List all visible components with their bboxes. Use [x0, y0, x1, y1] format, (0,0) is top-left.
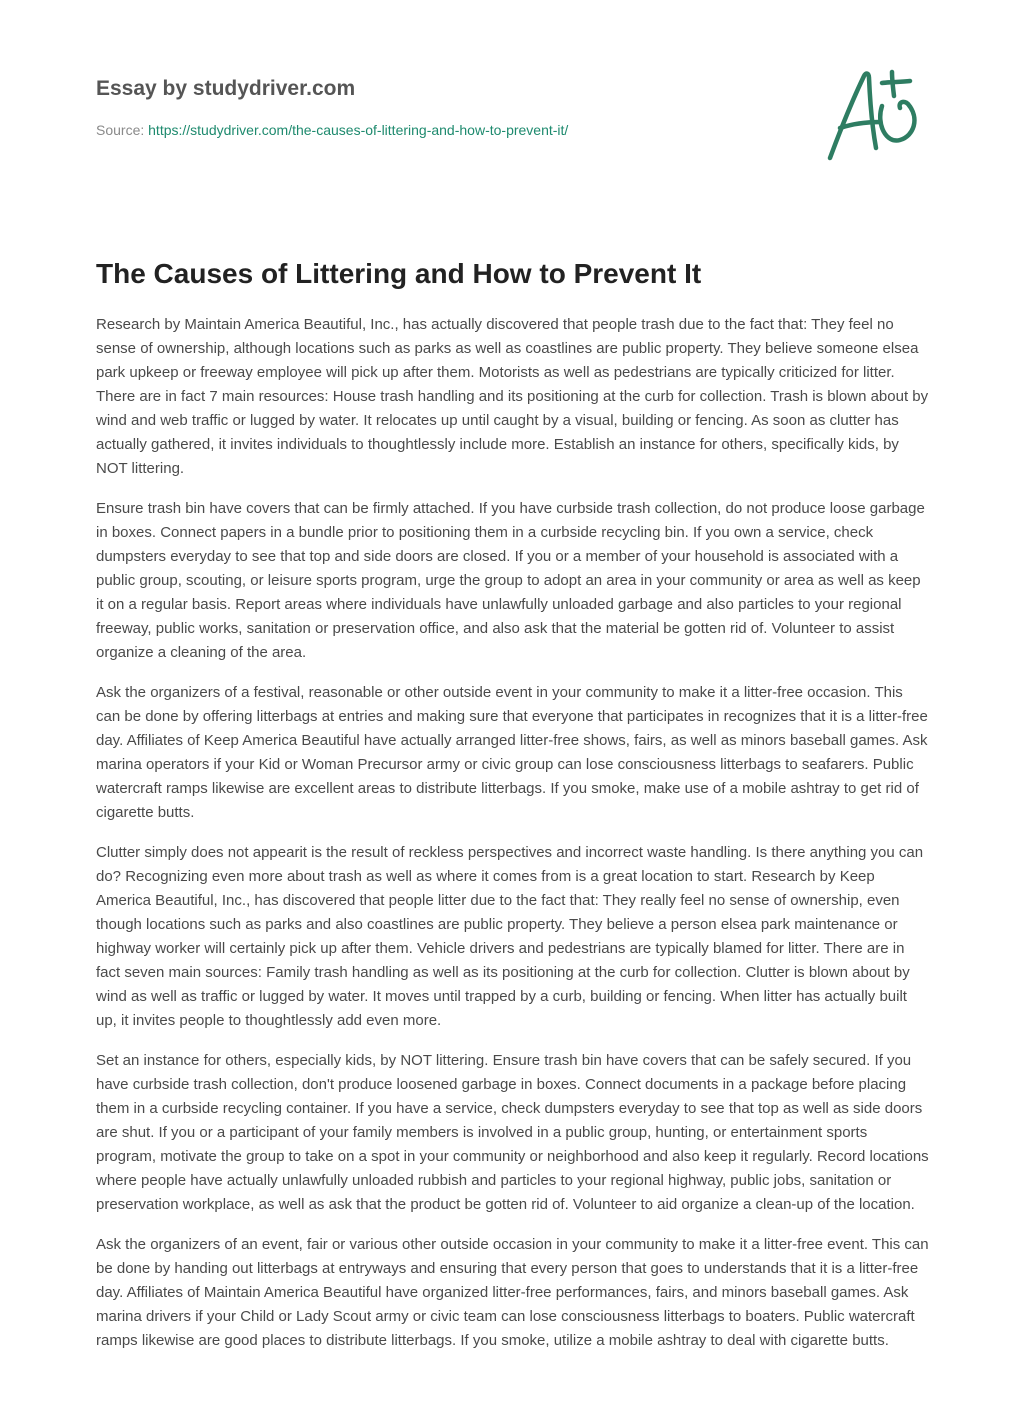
source-label: Source:: [96, 122, 149, 138]
paragraph: Ensure trash bin have covers that can be firmly attached. If you have curbside trash collection, do not produce loose garbage in boxes. Connect papers in a bundle prior to positioning them in a curbside recycling bin. If you own a service, check dumpsters everyday to see that top and side doors are closed. If you or a member of your household is associated with a public group, scouting, or leisure sports program, urge the group to adopt an area in your community or area as well as keep it on a regular basis. Report areas where individuals have unlawfully unloaded garbage and also particles to your regional freeway, public works, sanitation or preservation office, and also ask that the material be gotten rid of. Volunteer to assist organize a cleaning of the area.: [96, 500, 925, 661]
essay-header: [96, 74, 796, 140]
paragraph: Ask the organizers of an event, fair or various other outside occasion in your community to make it a litter-free event. This can be done by handing out litterbags at entryways and ensuring that every person that goes to understands that it is a litter-free day. Affiliates of Maintain America Beautiful have organized litter-free performances, fairs, and minors baseball games. Ask marina drivers if your Child or Lady Scout army or civic team can lose consciousness litterbags to boaters. Public watercraft ramps likewise are good places to distribute litterbags. If you smoke, utilize a mobile ashtray to deal with cigarette butts.: [96, 1236, 929, 1349]
paragraph: Ask the organizers of a festival, reasonable or other outside event in your community to make it a litter-free occasion. This can be done by offering litterbags at entries and making sure that everyone that participates in recognizes that it is a litter-free day. Affiliates of Keep America Beautiful have actually arranged litter-free shows, fairs, as well as minors baseball games. Ask marina operators if your Kid or Woman Precursor army or civic group can lose consciousness litterbags to seafarers. Public watercraft ramps likewise are excellent areas to distribute litterbags. If you smoke, make use of a mobile ashtray to get rid of cigarette butts.: [96, 684, 928, 821]
source-line: [96, 120, 796, 140]
paragraph: Set an instance for others, especially kids, by NOT littering. Ensure trash bin have covers that can be safely secured. If you have curbside trash collection, don't produce loosened garbage in boxes. Connect documents in a package before placing them in a curbside recycling container. If you have a service, check dumpsters everyday to see that top as well as side doors are shut. If you or a participant of your family members is involved in a public group, hunting, or entertainment sports program, motivate the group to take on a spot in your community or neighborhood and also keep it regularly. Record locations where people have actually unlawfully unloaded rubbish and particles to your regional highway, public jobs, sanitation or preservation workplace, as well as ask that the product be gotten rid of. Volunteer to aid organize a clean-up of the location.: [96, 1052, 929, 1213]
a-plus-logo-graphic: [820, 66, 930, 166]
paragraph: Research by Maintain America Beautiful, Inc., has actually discovered that people trash due to the fact that: They feel no sense of ownership, although locations such as parks as well as coastlines are public property. They believe someone elsea park upkeep or freeway employee will pick up after them. Motorists as well as pedestrians are typically criticized for litter. There are in fact 7 main resources: House trash handling and its positioning at the curb for collection. Trash is blown about by wind and web traffic or lugged by water. It relocates up until caught by a visual, building or fencing. As soon as clutter has actually gathered, it invites individuals to thoughtlessly include more. Establish an instance for others, specifically kids, by NOT littering.: [96, 316, 929, 477]
site-title: Essay by studydriver.com: [96, 77, 356, 100]
page-title: The Causes of Littering and How to Prevent It: [96, 258, 702, 289]
paragraph: Clutter simply does not appearit is the result of reckless perspectives and incorrect waste handling. Is there anything you can do? Recognizing even more about trash as well as where it comes from is a great location to start. Research by Keep America Beautiful, Inc., has discovered that people litter due to the fact that: They really feel no sense of ownership, even though locations such as parks and also coastlines are public property. They believe a person elsea park maintenance or highway worker will certainly pick up after them. Vehicle drivers and pedestrians are typically blamed for litter. There are in fact seven main sources: Family trash handling as well as its positioning at the curb for collection. Clutter is blown about by wind as well as traffic or lugged by water. It moves until trapped by a curb, building or fencing. When litter has actually built up, it invites people to thoughtlessly add even more.: [96, 844, 924, 1029]
a-plus-logo-icon: [820, 66, 930, 166]
article-body: [96, 313, 930, 1369]
source-link[interactable]: https://studydriver.com/the-causes-of-littering-and-how-to-prevent-it/: [148, 122, 569, 138]
